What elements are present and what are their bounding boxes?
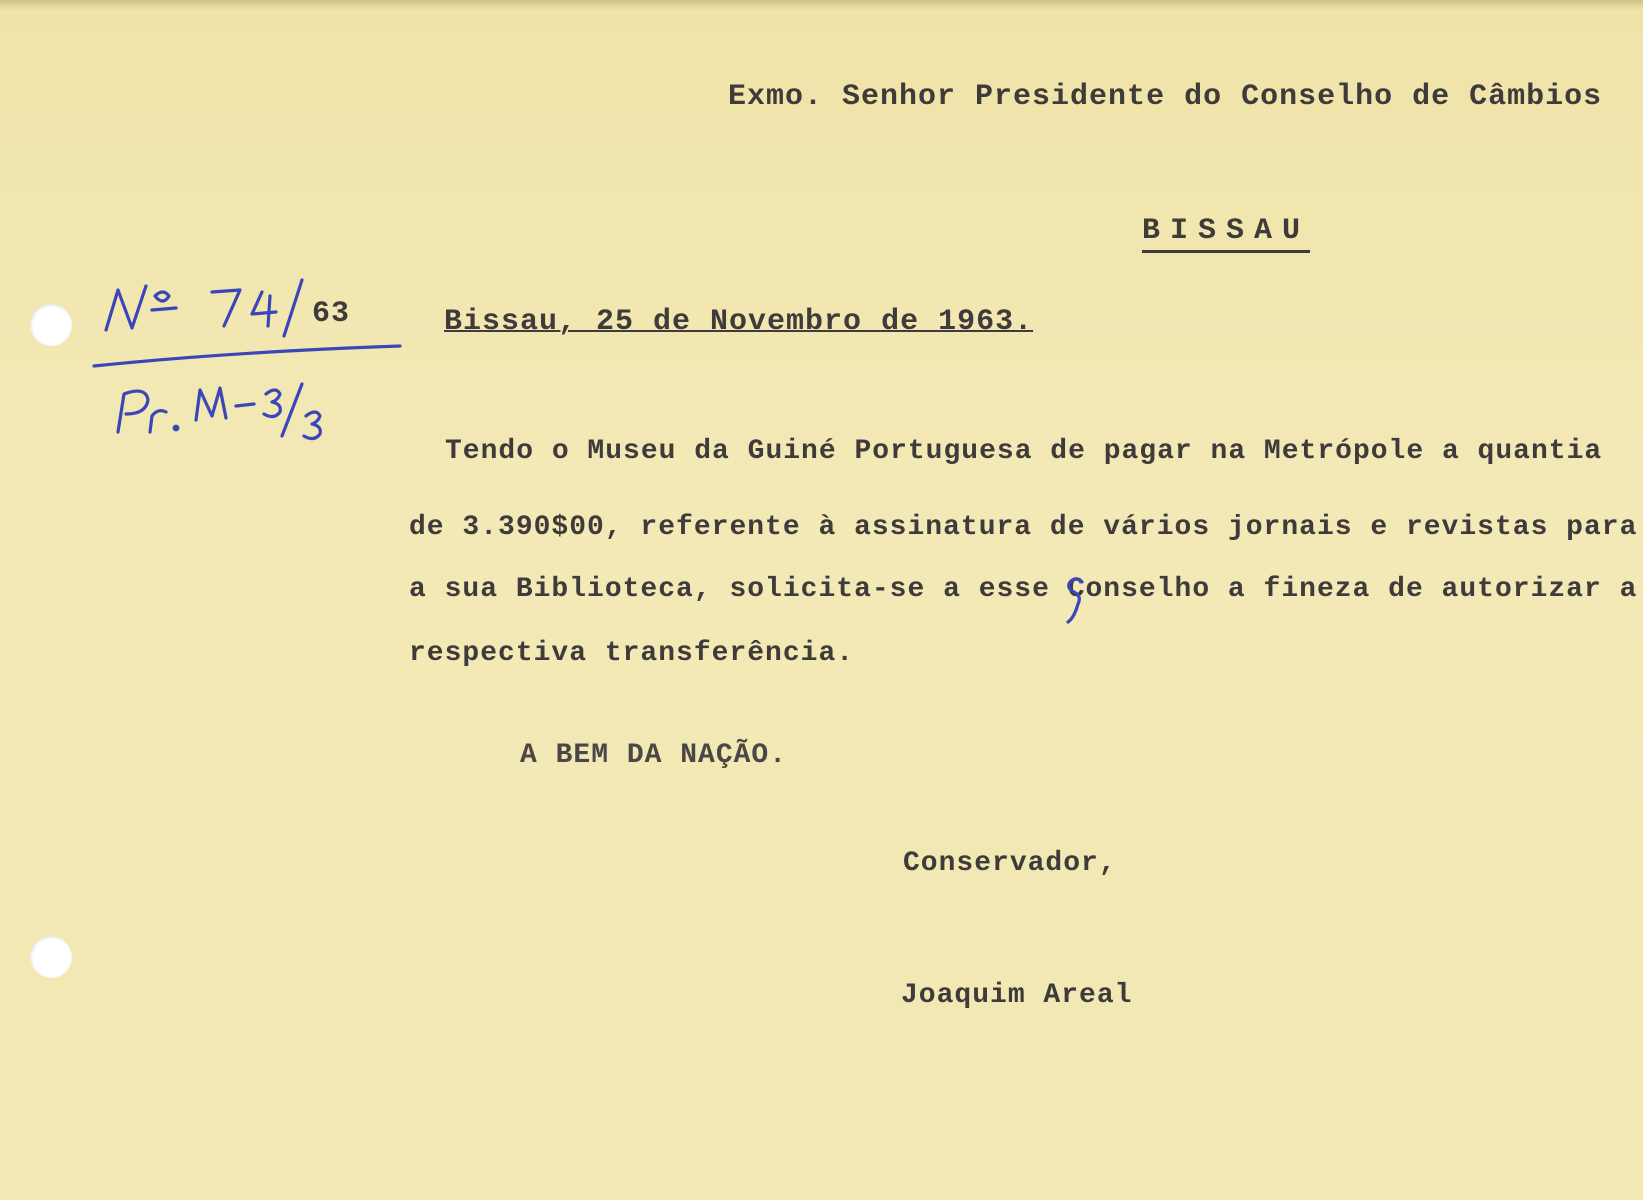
reference-number: 63: [312, 297, 351, 331]
signatory-role: Conservador,: [903, 848, 1117, 879]
body-line-3: a sua Biblioteca, solicita-se a esse Conselho a fineza de autorizar a: [409, 574, 1638, 605]
body-line-1: Tendo o Museu da Guiné Portuguesa de pagar na Metrópole a quantia: [445, 436, 1603, 467]
punch-hole-top: [30, 304, 72, 346]
body-line-4: respectiva transferência.: [409, 638, 855, 669]
body-line-2: de 3.390$00, referente à assinatura de vários jornais e revistas para: [409, 512, 1638, 543]
punch-hole-bottom: [30, 936, 72, 978]
dateline: Bissau, 25 de Novembro de 1963.: [444, 305, 1034, 339]
closing-salutation: A BEM DA NAÇÃO.: [520, 740, 788, 771]
paper-top-edge: [0, 0, 1643, 10]
signatory-name: Joaquim Areal: [901, 980, 1133, 1011]
city-heading: BISSAU: [1142, 214, 1310, 253]
addressee-line: Exmo. Senhor Presidente do Conselho de Câmbios: [728, 80, 1603, 114]
